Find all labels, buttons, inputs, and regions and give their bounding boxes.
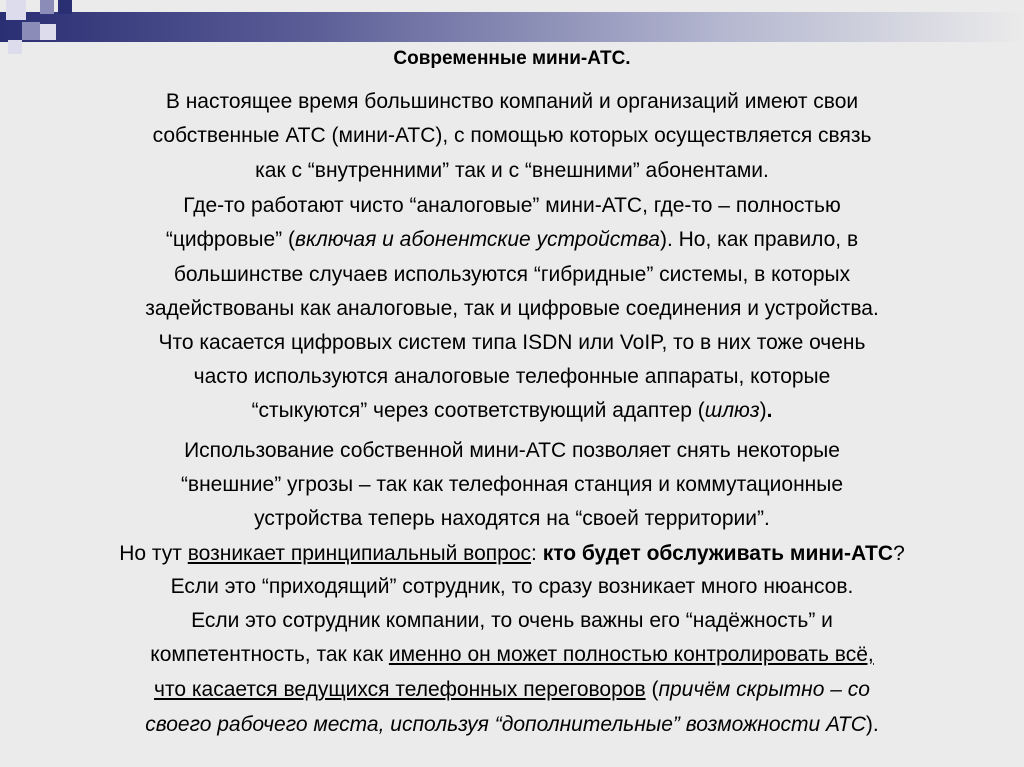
text-run: компетентность, так как: [150, 643, 389, 666]
body-line: [0, 537, 1024, 571]
body-line: [0, 604, 1024, 638]
decor-square: [58, 0, 72, 14]
text-run: ): [759, 399, 767, 422]
body-line: [0, 708, 1024, 742]
text-run: как с “внутренними” так и с “внешними” абонентами.: [255, 159, 769, 182]
body-line: [0, 223, 1024, 257]
text-run: “стыкуются” через соответствующий адаптер (: [251, 399, 705, 422]
text-run: .: [766, 399, 773, 422]
text-run: причём скрытно – со: [658, 678, 870, 701]
body-line: [0, 360, 1024, 394]
text-run: шлюз: [704, 399, 760, 422]
slide-title: Современные мини-АТС.: [393, 48, 631, 69]
text-run: именно он может полностью контролировать всё,: [388, 643, 874, 666]
body-line: [0, 468, 1024, 502]
body-line: [0, 394, 1024, 428]
text-run: ?: [893, 542, 905, 565]
body-line: [0, 85, 1024, 119]
text-run: ). Но, как правило, в: [659, 228, 859, 251]
text-run: “внешние” угрозы – так как телефонная станция и коммутационные: [180, 473, 844, 496]
text-run: большинстве случаев используются “гибридные” системы, в которых: [173, 263, 851, 286]
text-run: Если это сотрудник компании, то очень важны его “надёжность” и: [191, 609, 833, 632]
body-line: [0, 292, 1024, 326]
text-run: Но тут: [119, 542, 188, 565]
text-run: ).: [865, 713, 879, 736]
body-line: [0, 258, 1024, 292]
text-run: (: [645, 678, 659, 701]
body-line: [0, 154, 1024, 188]
body-line: [0, 434, 1024, 468]
text-run: устройства теперь находятся на “своей территории”.: [254, 507, 770, 530]
text-run: “цифровые” (: [165, 228, 295, 251]
text-run: В настоящее время большинство компаний и организаций имеют свои: [165, 90, 859, 113]
text-run: Где-то работают чисто “аналоговые” мини-АТС, где-то – полностью: [183, 194, 841, 217]
body-line: [0, 638, 1024, 672]
body-line: [0, 189, 1024, 223]
text-run: кто будет обслуживать мини-АТС: [542, 542, 894, 565]
text-run: Использование собственной мини-АТС позволяет снять некоторые: [184, 439, 840, 462]
body-line: [0, 119, 1024, 153]
decor-square: [40, 0, 54, 14]
text-run: :: [531, 542, 543, 565]
decor-square: [40, 24, 56, 40]
decor-square: [22, 22, 40, 40]
text-run: что касается ведущихся телефонных переговоров: [154, 678, 646, 701]
text-run: возникает принципиальный вопрос: [187, 542, 532, 565]
body-line: [0, 570, 1024, 604]
text-run: Если это “приходящий” сотрудник, то сразу возникает много нюансов.: [170, 575, 854, 598]
body-line: [0, 326, 1024, 360]
text-run: часто используются аналоговые телефонные аппараты, которые: [193, 365, 831, 388]
body-line: [0, 502, 1024, 536]
decor-square: [6, 0, 26, 20]
body-line: [0, 673, 1024, 707]
text-run: задействованы как аналоговые, так и цифровые соединения и устройства.: [145, 297, 879, 320]
header-gradient-bar: [0, 12, 1024, 42]
text-run: собственные АТС (мини-АТС), с помощью которых осуществляется связь: [152, 124, 872, 147]
text-run: своего рабочего места, используя “дополнительные” возможности АТС: [145, 713, 866, 736]
text-run: Что касается цифровых систем типа ISDN или VoIP, то в них тоже очень: [158, 331, 866, 354]
text-run: включая и абонентские устройства: [295, 228, 660, 251]
